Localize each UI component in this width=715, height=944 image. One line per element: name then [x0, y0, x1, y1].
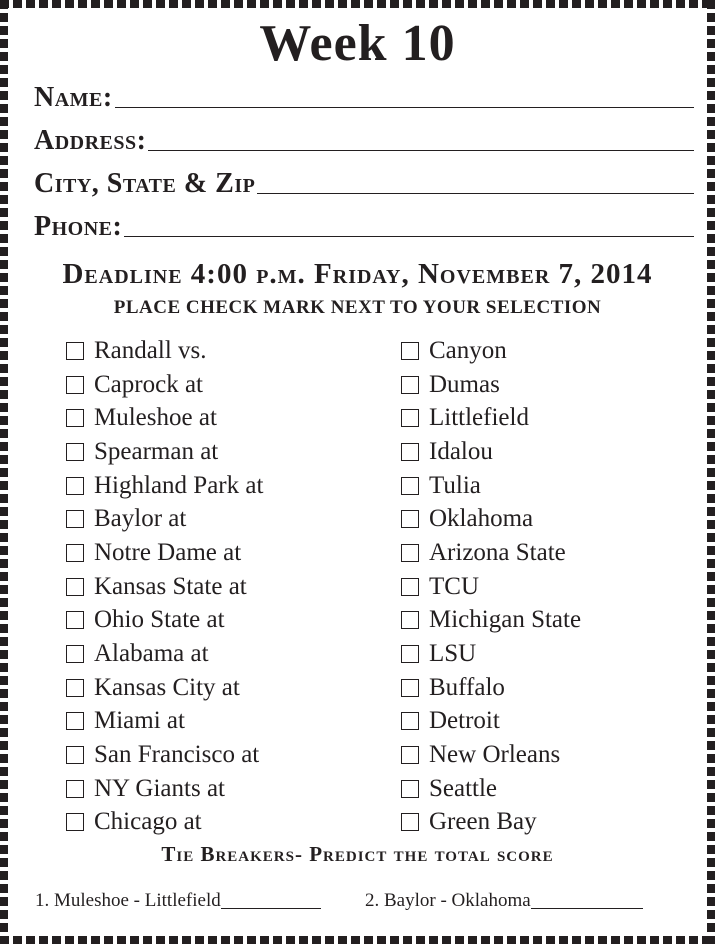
city-state-zip-label: City, State & Zip: [34, 168, 256, 199]
team-label: Littlefield: [429, 404, 529, 432]
team-label: Seattle: [429, 774, 498, 802]
checkbox[interactable]: [66, 376, 84, 394]
team-option[interactable]: [401, 536, 581, 570]
team-option[interactable]: [401, 806, 581, 840]
checkbox[interactable]: [66, 611, 84, 629]
team-option[interactable]: [66, 334, 263, 368]
team-option[interactable]: [401, 738, 581, 772]
team-option[interactable]: [66, 806, 263, 840]
instruction-text: PLACE CHECK MARK NEXT TO YOUR SELECTION: [113, 297, 602, 318]
team-label: Detroit: [429, 707, 500, 735]
checkbox[interactable]: [401, 477, 419, 495]
team-label: Tulia: [429, 471, 481, 499]
checkbox[interactable]: [401, 409, 419, 427]
checkbox[interactable]: [401, 544, 419, 562]
team-label: Kansas City at: [94, 673, 240, 701]
checkbox[interactable]: [401, 376, 419, 394]
team-option[interactable]: [401, 502, 581, 536]
name-field[interactable]: [34, 78, 694, 112]
team-option[interactable]: [66, 671, 263, 705]
team-label: NY Giants at: [94, 774, 225, 802]
checkbox[interactable]: [66, 443, 84, 461]
team-option[interactable]: [401, 604, 581, 638]
team-label: San Francisco at: [94, 741, 260, 769]
team-label: Caprock at: [94, 370, 203, 398]
border-left: [0, 0, 8, 944]
team-label: Spearman at: [94, 437, 219, 465]
border-top: [0, 0, 715, 8]
team-option[interactable]: [66, 435, 263, 469]
checkbox[interactable]: [66, 746, 84, 764]
checkbox[interactable]: [66, 578, 84, 596]
phone-label: Phone:: [34, 211, 123, 242]
name-line[interactable]: [115, 107, 694, 108]
team-label: Kansas State at: [94, 572, 247, 600]
checkbox[interactable]: [66, 477, 84, 495]
team-label: Canyon: [429, 336, 507, 364]
checkbox[interactable]: [401, 443, 419, 461]
team-option[interactable]: [401, 772, 581, 806]
border-right: [707, 0, 715, 944]
team-label: Miami at: [94, 707, 185, 735]
team-label: Dumas: [429, 370, 500, 398]
team-option[interactable]: [401, 334, 581, 368]
team-option[interactable]: [66, 401, 263, 435]
tiebreaker-1-blank[interactable]: [221, 908, 321, 909]
checkbox[interactable]: [401, 780, 419, 798]
checkbox[interactable]: [401, 679, 419, 697]
tiebreaker-2-label: 2. Baylor - Oklahoma: [365, 890, 531, 911]
team-label: Chicago at: [94, 808, 202, 836]
checkbox[interactable]: [401, 645, 419, 663]
checkbox[interactable]: [66, 813, 84, 831]
checkbox[interactable]: [401, 578, 419, 596]
checkbox[interactable]: [401, 611, 419, 629]
team-option[interactable]: [401, 401, 581, 435]
phone-field[interactable]: [34, 207, 694, 241]
checkbox[interactable]: [66, 679, 84, 697]
page-title: Week 10: [259, 15, 456, 72]
team-option[interactable]: [401, 637, 581, 671]
team-option[interactable]: [66, 502, 263, 536]
team-option[interactable]: [66, 738, 263, 772]
team-option[interactable]: [401, 368, 581, 402]
team-label: Muleshoe at: [94, 404, 217, 432]
team-label: Arizona State: [429, 538, 566, 566]
away-teams-column: [401, 334, 581, 839]
team-label: Randall vs.: [94, 336, 207, 364]
team-label: TCU: [429, 572, 479, 600]
team-label: New Orleans: [429, 741, 561, 769]
team-label: Oklahoma: [429, 505, 534, 533]
team-option[interactable]: [66, 772, 263, 806]
team-option[interactable]: [66, 570, 263, 604]
team-label: Buffalo: [429, 673, 505, 701]
tiebreaker-2-blank[interactable]: [531, 908, 643, 909]
checkbox[interactable]: [401, 746, 419, 764]
checkbox[interactable]: [66, 712, 84, 730]
team-label: Highland Park at: [94, 471, 264, 499]
checkbox[interactable]: [66, 409, 84, 427]
checkbox[interactable]: [401, 813, 419, 831]
name-label: Name:: [34, 82, 113, 113]
team-option[interactable]: [66, 604, 263, 638]
team-option[interactable]: [66, 637, 263, 671]
address-line[interactable]: [148, 150, 694, 151]
team-option[interactable]: [401, 435, 581, 469]
team-label: Michigan State: [429, 606, 582, 634]
tiebreaker-1-label: 1. Muleshoe - Littlefield: [35, 890, 221, 911]
team-option[interactable]: [401, 705, 581, 739]
team-option[interactable]: [401, 570, 581, 604]
checkbox[interactable]: [401, 342, 419, 360]
tiebreaker-heading: Tie Breakers- Predict the total score: [161, 842, 554, 866]
team-option[interactable]: [66, 469, 263, 503]
checkbox[interactable]: [401, 510, 419, 528]
checkbox[interactable]: [401, 712, 419, 730]
checkbox[interactable]: [66, 645, 84, 663]
checkbox[interactable]: [66, 780, 84, 798]
team-option[interactable]: [66, 705, 263, 739]
home-teams-column: [66, 334, 263, 839]
team-option[interactable]: [401, 671, 581, 705]
team-label: Ohio State at: [94, 606, 225, 634]
team-label: LSU: [429, 640, 477, 668]
team-label: Idalou: [429, 437, 493, 465]
city-state-zip-field[interactable]: [34, 164, 694, 198]
address-label: Address:: [34, 125, 147, 156]
team-option[interactable]: [66, 536, 263, 570]
team-option[interactable]: [66, 368, 263, 402]
deadline-text: Deadline 4:00 p.m. Friday, November 7, 2014: [62, 258, 653, 290]
team-label: Notre Dame at: [94, 538, 242, 566]
checkbox[interactable]: [66, 510, 84, 528]
team-label: Alabama at: [94, 640, 209, 668]
team-option[interactable]: [401, 469, 581, 503]
border-bottom: [0, 936, 715, 944]
phone-line[interactable]: [124, 236, 694, 237]
checkbox[interactable]: [66, 342, 84, 360]
tiebreaker-2[interactable]: [365, 890, 643, 912]
address-field[interactable]: [34, 121, 694, 155]
city-state-zip-line[interactable]: [257, 193, 694, 194]
checkbox[interactable]: [66, 544, 84, 562]
team-label: Baylor at: [94, 505, 187, 533]
tiebreaker-1[interactable]: [35, 890, 321, 912]
team-label: Green Bay: [429, 808, 537, 836]
